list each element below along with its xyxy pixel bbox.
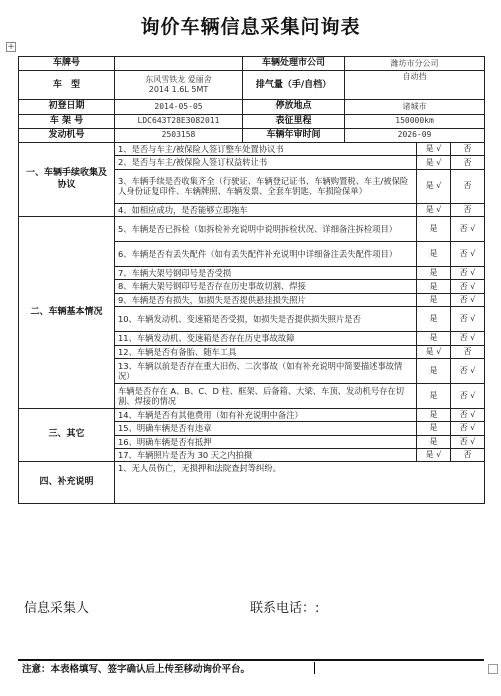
inspect-label: 车辆年审时间 (243, 128, 345, 142)
no-option[interactable]: 否 √ (451, 358, 485, 383)
no-option[interactable]: 否 √ (451, 383, 485, 408)
yes-option[interactable]: 是 (417, 293, 451, 306)
table-move-handle-icon[interactable]: + (7, 42, 15, 52)
yes-option[interactable]: 是 (417, 280, 451, 293)
no-option[interactable]: 否 √ (451, 422, 485, 435)
yes-option[interactable]: 是 √ (417, 169, 451, 203)
question-text: 7、车辆大架号钢印号是否受损 (115, 267, 417, 280)
table-row (19, 408, 485, 421)
engine-label: 发动机号 (19, 128, 115, 142)
question-text: 13、车辆以前是否存在重大旧伤、二次事故（如有补充说明中简要描述事故情况） (115, 358, 417, 383)
no-option[interactable]: 否 √ (451, 332, 485, 345)
question-text: 15、明确车辆是否有违章 (115, 422, 417, 435)
section-label: 三、其它 (19, 408, 115, 461)
yes-option[interactable]: 是 (417, 267, 451, 280)
mileage-value[interactable]: 150000km (345, 114, 485, 128)
question-text: 3、车辆手续是否收集齐全（行驶证、车辆登记证书、车辆购置税、车主/被保险人身份证复印件、车辆牌照、车辆发票、全套车钥匙、车损险保单） (115, 169, 417, 203)
no-option[interactable]: 否 √ (451, 217, 485, 242)
question-text: 12、车辆是否有备胎、随车工具 (115, 345, 417, 358)
plate-label: 车牌号 (19, 57, 115, 71)
supplement-row (19, 462, 485, 504)
resize-handle-icon[interactable] (488, 664, 498, 674)
table-row (19, 143, 485, 156)
supplement-label: 四、补充说明 (19, 462, 115, 504)
displacement-value[interactable]: 自动挡 (345, 71, 485, 100)
no-option[interactable]: 否 (451, 169, 485, 203)
vin-value[interactable]: LDC643T28E3082011 (115, 114, 243, 128)
yes-option[interactable]: 是 (417, 242, 451, 267)
question-text: 5、车辆是否已拆检（如拆检补充说明中说明拆检状况、详细备注拆检项目） (115, 217, 417, 242)
yes-option[interactable]: 是 √ (417, 345, 451, 358)
no-option[interactable]: 否 (451, 448, 485, 461)
no-option[interactable]: 否 √ (451, 408, 485, 421)
engine-value[interactable]: 2503158 (115, 128, 243, 142)
section-label: 二、车辆基本情况 (19, 217, 115, 409)
yes-option[interactable]: 是 (417, 383, 451, 408)
yes-option[interactable]: 是 √ (417, 143, 451, 156)
inspect-value[interactable]: 2026-09 (345, 128, 485, 142)
yes-option[interactable]: 是 (417, 307, 451, 332)
collector-label: 信息采集人 (24, 601, 90, 616)
question-text: 车辆是否存在 A、B、C、D 柱、框架、后备箱、大梁、车顶、发动机号存在切割、焊接的情况 (115, 383, 417, 408)
no-option[interactable]: 否 (451, 156, 485, 169)
model-label: 车 型 (19, 71, 115, 100)
reg-date-value[interactable]: 2014-05-05 (115, 100, 243, 114)
section-label: 一、车辆手续收集及协议 (19, 143, 115, 217)
plate-value[interactable] (115, 57, 243, 71)
no-option[interactable]: 否 (451, 345, 485, 358)
yes-option[interactable]: 是 √ (417, 156, 451, 169)
info-table (18, 56, 485, 504)
yes-option[interactable]: 是 (417, 435, 451, 448)
no-option[interactable]: 否 √ (451, 280, 485, 293)
no-option[interactable]: 否 √ (451, 435, 485, 448)
question-text: 9、车辆是否有损失，如损失是否提供悬挂损失照片 (115, 293, 417, 306)
question-text: 8、车辆大架号钢印号是否存在历史事故切割、焊接 (115, 280, 417, 293)
question-text: 14、车辆是否有其他费用（如有补充说明中备注） (115, 408, 417, 421)
yes-option[interactable]: 是 (417, 358, 451, 383)
text-cursor (314, 662, 315, 674)
question-text: 1、是否与车主/被保险人签订整车处置协议书 (115, 143, 417, 156)
org-label: 车辆处理市公司 (243, 57, 345, 71)
no-option[interactable]: 否 √ (451, 307, 485, 332)
displacement-label: 排气量（手/自档） (243, 71, 345, 100)
vin-label: 车 架 号 (19, 114, 115, 128)
yes-option[interactable]: 是 √ (417, 203, 451, 216)
question-text: 11、车辆发动机、变速箱是否存在历史事故故障 (115, 332, 417, 345)
no-option[interactable]: 否 (451, 143, 485, 156)
page-title: 询价车辆信息采集问询表 (140, 16, 361, 38)
question-text: 4、如相应成功，是否能够立即拖车 (115, 203, 417, 216)
yes-option[interactable]: 是 √ (417, 448, 451, 461)
supplement-text[interactable]: 1、无人员伤亡，无损押和法院查封等纠纷。 (115, 462, 485, 504)
park-label: 停放地点 (243, 100, 345, 114)
footer-note: 注意：本表格填写、签字确认后上传至移动询价平台。 (22, 664, 251, 675)
no-option[interactable]: 否 (451, 203, 485, 216)
no-option[interactable]: 否 √ (451, 293, 485, 306)
yes-option[interactable]: 是 (417, 408, 451, 421)
yes-option[interactable]: 是 (417, 422, 451, 435)
mileage-label: 表征里程 (243, 114, 345, 128)
no-option[interactable]: 否 √ (451, 267, 485, 280)
reg-date-label: 初登日期 (19, 100, 115, 114)
question-text: 16、明确车辆是否有抵押 (115, 435, 417, 448)
no-option[interactable]: 否 √ (451, 242, 485, 267)
park-value[interactable]: 诸城市 (345, 100, 485, 114)
model-value[interactable]: 东风雪铁龙 爱丽舍 2014 1.6L 5MT (115, 71, 243, 100)
question-text: 6、车辆是否有丢失配件（如有丢失配件补充说明中详细备注丢失配件项目） (115, 242, 417, 267)
table-row (19, 217, 485, 242)
question-text: 2、是否与车主/被保险人签订权益转让书 (115, 156, 417, 169)
org-value[interactable]: 潍坊市分公司 (345, 57, 485, 71)
question-text: 10、车辆发动机、变速箱是否受损，如损失是否提供损失照片是否 (115, 307, 417, 332)
yes-option[interactable]: 是 (417, 217, 451, 242)
question-text: 17、车辆照片是否为 30 天之内拍摄 (115, 448, 417, 461)
phone-label: 联系电话：: (250, 601, 320, 616)
yes-option[interactable]: 是 (417, 332, 451, 345)
